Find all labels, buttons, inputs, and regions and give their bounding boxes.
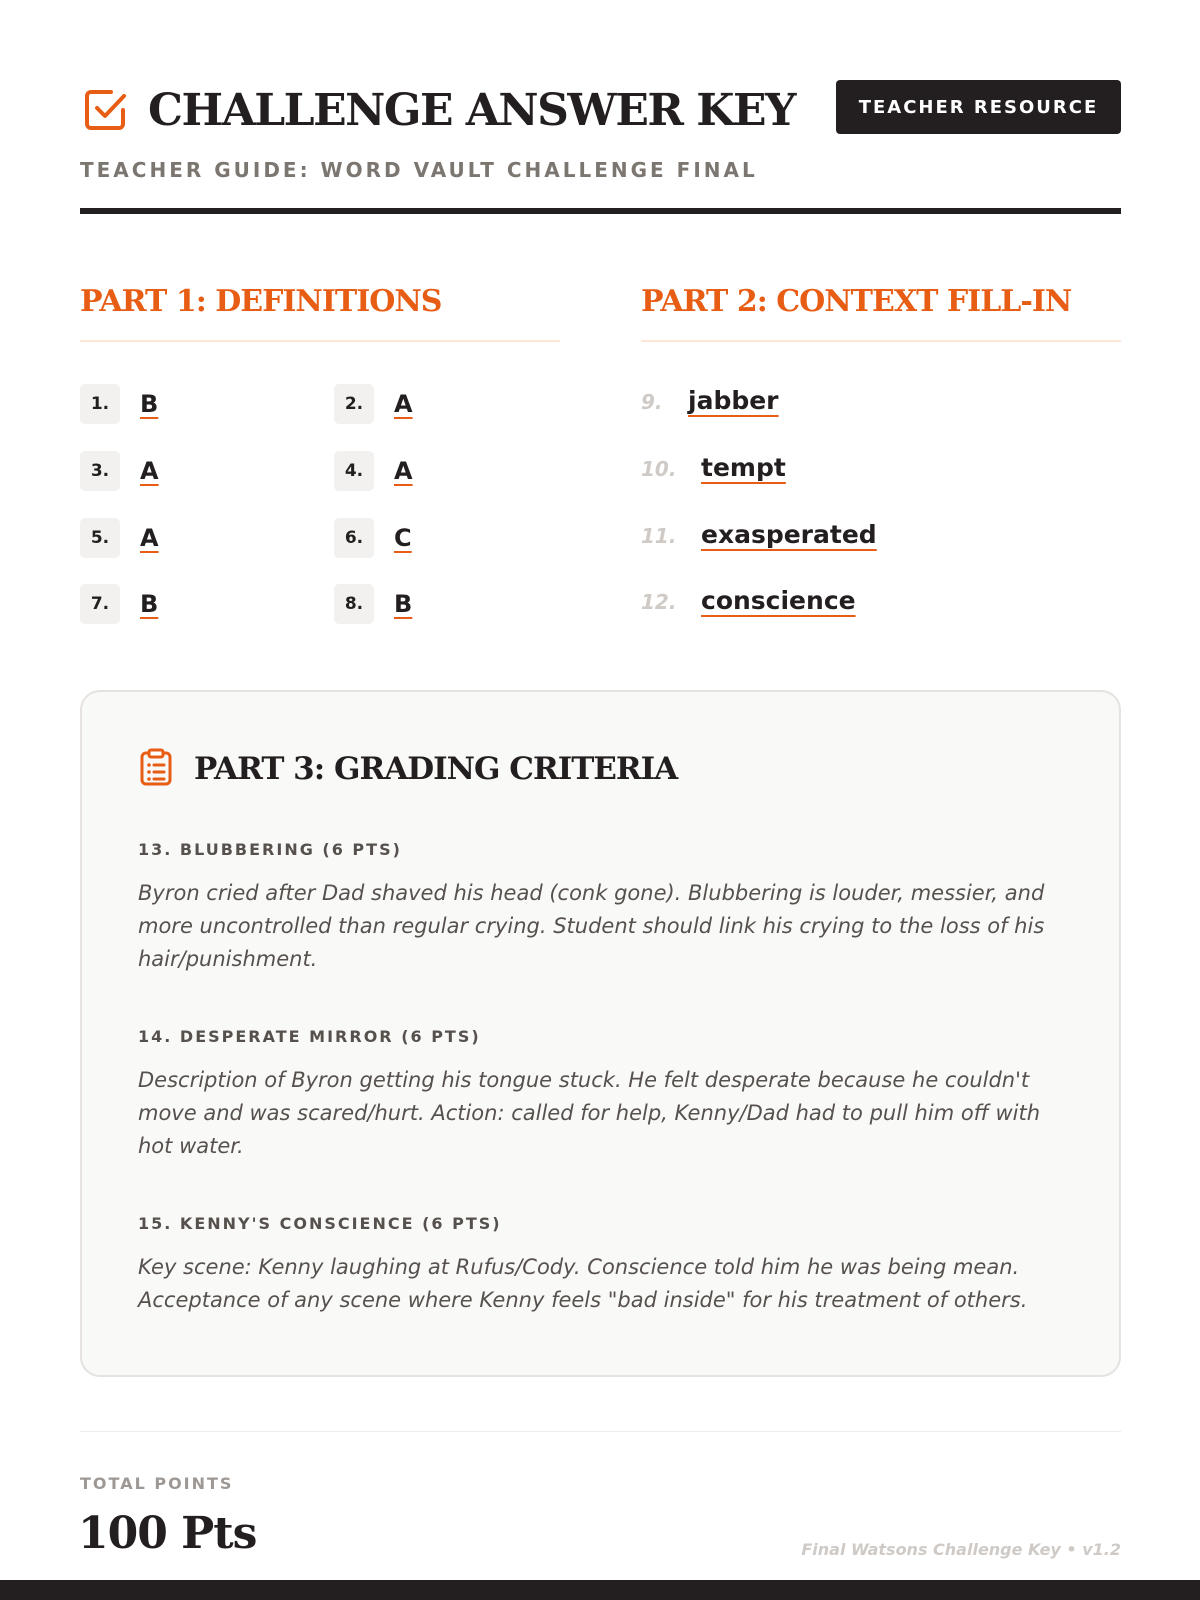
- definition-item-8: [334, 584, 412, 624]
- context-item-12: [641, 586, 856, 626]
- definition-item-6: [334, 518, 412, 558]
- item-answer: exasperated: [701, 520, 877, 549]
- item-number: 5.: [80, 518, 120, 558]
- page-subtitle: TEACHER GUIDE: WORD VAULT CHALLENGE FINAL: [80, 158, 758, 182]
- definition-item-2: [334, 384, 413, 424]
- bottom-bar: [0, 1580, 1200, 1600]
- item-answer: A: [140, 524, 159, 552]
- item-number: 9.: [641, 390, 663, 414]
- footer-divider: [80, 1431, 1121, 1432]
- part2-divider: [641, 340, 1121, 342]
- definition-item-1: [80, 384, 158, 424]
- item-answer: B: [140, 590, 159, 618]
- part3-heading: PART 3: GRADING CRITERIA: [194, 751, 678, 787]
- definition-item-3: [80, 451, 159, 491]
- item-answer: A: [140, 457, 159, 485]
- item-answer: conscience: [701, 586, 856, 615]
- criteria-label: 15. KENNY'S CONSCIENCE (6 PTS): [138, 1214, 502, 1233]
- part1-divider: [80, 340, 560, 342]
- context-item-10: [641, 453, 786, 493]
- item-number: 11.: [641, 524, 677, 548]
- criteria-text: Key scene: Kenny laughing at Rufus/Cody. Conscience told him he was being mean. Acceptance of any scene where Kenny feels "bad inside" for his treatment of others.: [138, 1255, 1028, 1312]
- part2-heading: PART 2: CONTEXT FILL-IN: [641, 284, 1072, 319]
- version-note: Final Watsons Challenge Key • v1.2: [801, 1540, 1121, 1559]
- header-divider: [80, 208, 1121, 214]
- item-answer: jabber: [688, 386, 779, 415]
- item-answer: A: [394, 390, 413, 418]
- page-header: [80, 80, 1121, 214]
- criteria-text: Description of Byron getting his tongue stuck. He felt desperate because he couldn't move and was scared/hurt. Action: called for help, Kenny/Dad had to pull him off with hot water.: [138, 1068, 1041, 1158]
- criteria-text: Byron cried after Dad shaved his head (conk gone). Blubbering is louder, messier, and more uncontrolled than regular crying. Student should link his crying to the loss of his hair/punishment.: [138, 881, 1045, 971]
- total-points-value: 100 Pts: [78, 1508, 257, 1559]
- item-answer: tempt: [701, 453, 786, 482]
- criteria-label: 14. DESPERATE MIRROR (6 PTS): [138, 1027, 481, 1046]
- item-answer: A: [394, 457, 413, 485]
- item-answer: B: [394, 590, 413, 618]
- criteria-item-15: [138, 1214, 1058, 1317]
- criteria-label: 13. BLUBBERING (6 PTS): [138, 840, 402, 859]
- context-item-9: [641, 386, 779, 426]
- item-number: 6.: [334, 518, 374, 558]
- page-title: CHALLENGE ANSWER KEY: [148, 84, 795, 136]
- definition-item-5: [80, 518, 159, 558]
- part1-heading: PART 1: DEFINITIONS: [80, 284, 442, 319]
- criteria-item-14: [138, 1027, 1058, 1163]
- criteria-item-13: [138, 840, 1058, 976]
- context-item-11: [641, 520, 877, 560]
- total-points-label: TOTAL POINTS: [80, 1474, 234, 1493]
- item-number: 12.: [641, 590, 677, 614]
- definition-item-4: [334, 451, 413, 491]
- teacher-resource-badge: TEACHER RESOURCE: [836, 80, 1121, 134]
- item-answer: B: [140, 390, 159, 418]
- grading-criteria-panel: [80, 690, 1121, 1377]
- item-number: 7.: [80, 584, 120, 624]
- part3-header: [138, 748, 677, 790]
- item-number: 3.: [80, 451, 120, 491]
- item-number: 8.: [334, 584, 374, 624]
- checkbox-checked-icon: [80, 85, 130, 135]
- definition-item-7: [80, 584, 158, 624]
- item-number: 10.: [641, 457, 677, 481]
- item-number: 1.: [80, 384, 120, 424]
- item-number: 4.: [334, 451, 374, 491]
- item-answer: C: [394, 524, 412, 552]
- item-number: 2.: [334, 384, 374, 424]
- clipboard-list-icon: [138, 748, 174, 790]
